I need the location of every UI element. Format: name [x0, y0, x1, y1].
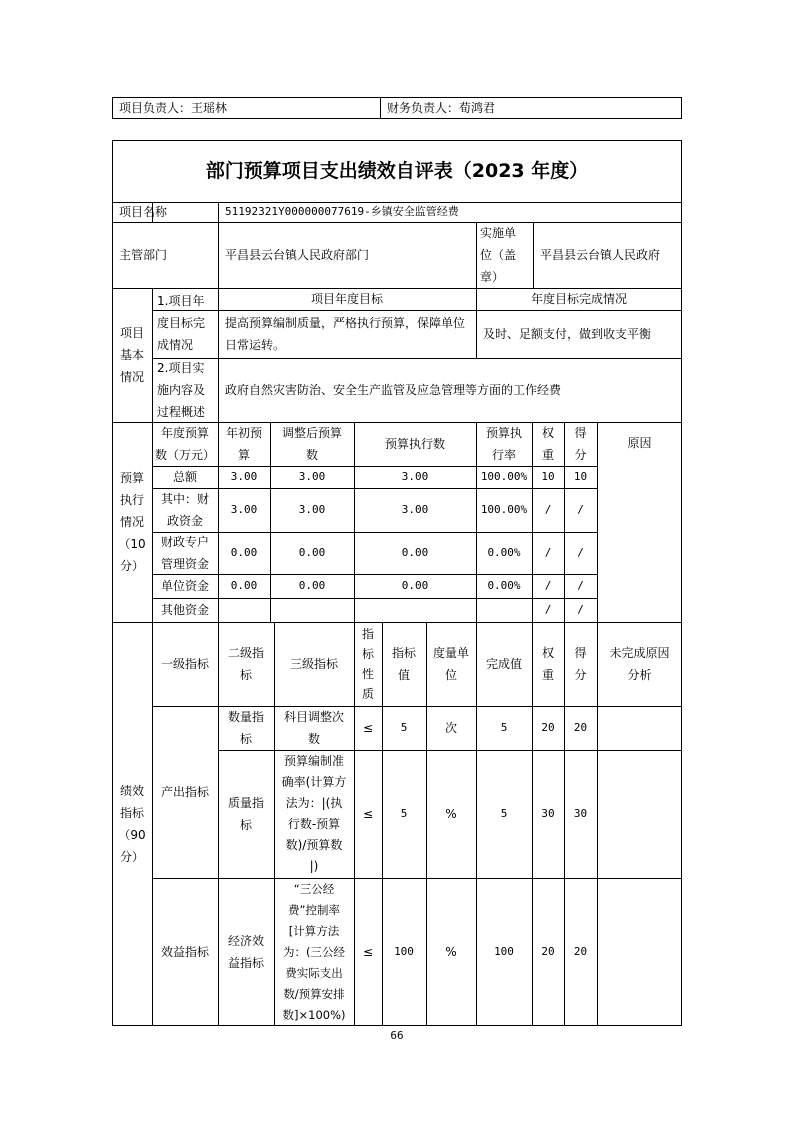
budget-row-initial: 3.00	[230, 503, 258, 516]
page-number: 66	[390, 1029, 404, 1042]
budget-row-weight: 10	[541, 470, 555, 483]
perf-row-completed: 100	[494, 945, 514, 958]
perf-row-level2: 质量指 标	[227, 796, 264, 832]
budget-header-initial: 年初预 算	[225, 426, 262, 462]
perf-row-completed: 5	[500, 807, 508, 820]
dept-value: 平昌县云台镇人民政府部门	[225, 248, 370, 262]
perf-row-unit: 次	[444, 721, 457, 735]
goal-label: 1.项目年 度目标完 成情况	[157, 294, 206, 352]
budget-row-label: 总额	[172, 470, 197, 484]
goal-header: 项目年度目标	[310, 292, 383, 306]
perf-header-weight: 权 重	[541, 646, 554, 682]
goal-text: 提高预算编制质量，严格执行预算，保障单位 日常运转。	[225, 316, 466, 352]
budget-row-executed: 0.00	[401, 546, 429, 559]
page-title: 部门预算项目支出绩效自评表（2023 年度）	[205, 160, 589, 182]
perf-row-completed: 5	[500, 721, 508, 734]
perf-row-value: 5	[400, 807, 408, 820]
budget-row-initial: 3.00	[230, 470, 258, 483]
perf-header-level3: 三级指标	[289, 657, 338, 671]
perf-row-weight: 20	[541, 721, 555, 734]
budget-row-rate: 0.00%	[487, 579, 521, 592]
perf-header-completed: 完成值	[485, 657, 522, 671]
impl-unit-label: 实施单 位（盖 章）	[480, 226, 517, 284]
budget-row-score: 10	[573, 470, 588, 483]
perf-row-value: 5	[400, 721, 408, 734]
budget-header-adjusted: 调整后预算 数	[281, 426, 342, 462]
impl-content-text: 政府自然灾害防治、安全生产监管及应急管理等方面的工作经费	[225, 383, 562, 397]
project-name-label: 项目名称	[119, 205, 168, 219]
impl-unit-value: 平昌县云台镇人民政府	[540, 248, 661, 262]
perf-row-unit: %	[445, 807, 457, 821]
impl-content-label: 2.项目实 施内容及 过程概述	[157, 361, 206, 419]
dept-label: 主管部门	[119, 248, 168, 262]
perf-row-score: 20	[573, 945, 588, 958]
project-name-value: 51192321Y000000077619-乡镇安全监管经费	[225, 205, 459, 218]
perf-row-level2: 经济效 益指标	[227, 934, 264, 970]
budget-row-initial: 0.00	[230, 579, 258, 592]
perf-header-score: 得 分	[574, 646, 587, 682]
output-indicator-label: 产出指标	[160, 785, 209, 799]
perf-row-weight: 20	[541, 945, 555, 958]
perf-header-level2: 二级指 标	[227, 646, 264, 682]
budget-row-weight: /	[544, 546, 552, 559]
benefit-indicator-label: 效益指标	[160, 945, 209, 959]
budget-row-adjusted: 3.00	[298, 470, 326, 483]
perf-row-nature: ≤	[362, 721, 374, 735]
budget-row-weight: /	[544, 579, 552, 592]
budget-header-rate: 预算执 行率	[485, 426, 522, 462]
budget-row-adjusted	[270, 598, 354, 622]
budget-row-executed: 3.00	[401, 503, 429, 516]
perf-row-nature: ≤	[362, 807, 374, 821]
perf-header-nature: 指 标 性 质	[361, 627, 374, 701]
budget-header-funds: 年度预算 数（万元）	[154, 426, 215, 462]
budget-row-label: 财政专户 管理资金	[160, 535, 209, 571]
budget-row-rate	[476, 598, 532, 622]
perf-row-score: 20	[573, 721, 588, 734]
budget-row-executed	[354, 598, 476, 622]
budget-row-score: /	[577, 546, 584, 559]
project-leader: 项目负责人：王瑶林	[119, 101, 228, 115]
perf-header-value: 指标 值	[391, 646, 416, 682]
budget-row-adjusted: 0.00	[298, 546, 326, 559]
budget-row-rate: 100.00%	[480, 470, 528, 483]
budget-row-rate: 0.00%	[487, 546, 521, 559]
budget-row-adjusted: 3.00	[298, 503, 326, 516]
budget-row-label: 其中：财 政资金	[160, 492, 209, 528]
perf-header-reason: 未完成原因 分析	[609, 646, 670, 682]
completion-header: 年度目标完成情况	[530, 292, 627, 306]
budget-row-weight: /	[544, 603, 552, 616]
perf-header-unit: 度量单 位	[432, 646, 469, 682]
budget-row-executed: 0.00	[401, 579, 429, 592]
budget-row-label: 单位资金	[160, 579, 209, 593]
budget-row-score: /	[577, 603, 584, 616]
perf-header-level1: 一级指标	[160, 657, 209, 671]
budget-row-executed: 3.00	[401, 470, 429, 483]
budget-header-score: 得 分	[574, 426, 587, 462]
perf-row-unit: %	[445, 945, 457, 959]
budget-row-initial: 0.00	[230, 546, 258, 559]
budget-row-weight: /	[544, 503, 552, 516]
budget-header-executed: 预算执行数	[384, 437, 445, 451]
performance-section-label: 绩效 指标 （90 分）	[118, 784, 146, 864]
perf-row-reason	[597, 750, 682, 878]
budget-row-label: 其他资金	[160, 603, 209, 617]
perf-row-value: 100	[394, 945, 414, 958]
perf-row-level3: 科目调整次 数	[283, 710, 344, 746]
budget-row-rate: 100.00%	[480, 503, 528, 516]
basic-section-label: 项目 基本 情况	[119, 326, 144, 384]
perf-row-reason	[597, 706, 682, 750]
budget-row-score: /	[577, 503, 584, 516]
completion-text: 及时、足额支付，做到收支平衡	[483, 327, 652, 341]
perf-row-weight: 30	[541, 807, 555, 820]
perf-row-score: 30	[573, 807, 588, 820]
perf-row-reason	[597, 878, 682, 1026]
budget-row-initial	[218, 598, 270, 622]
budget-row-adjusted: 0.00	[298, 579, 326, 592]
budget-header-weight: 权 重	[541, 426, 554, 462]
perf-row-level3: “三公经 费”控制率 [计算方法 为：(三公经 费实际支出 数/预算安排 数]×100%)	[282, 881, 346, 1022]
perf-row-nature: ≤	[362, 945, 374, 959]
budget-section-label: 预算 执行 情况 （10 分）	[118, 471, 146, 573]
budget-row-score: /	[577, 579, 584, 592]
perf-row-level2: 数量指 标	[227, 710, 264, 746]
budget-header-reason: 原因	[627, 436, 652, 450]
perf-row-level3: 预算编制准 确率(计算方 法为：|(执 行数-预算 数)/预算数 |)	[281, 754, 347, 873]
finance-leader: 财务负责人：荀鸿君	[387, 101, 496, 115]
